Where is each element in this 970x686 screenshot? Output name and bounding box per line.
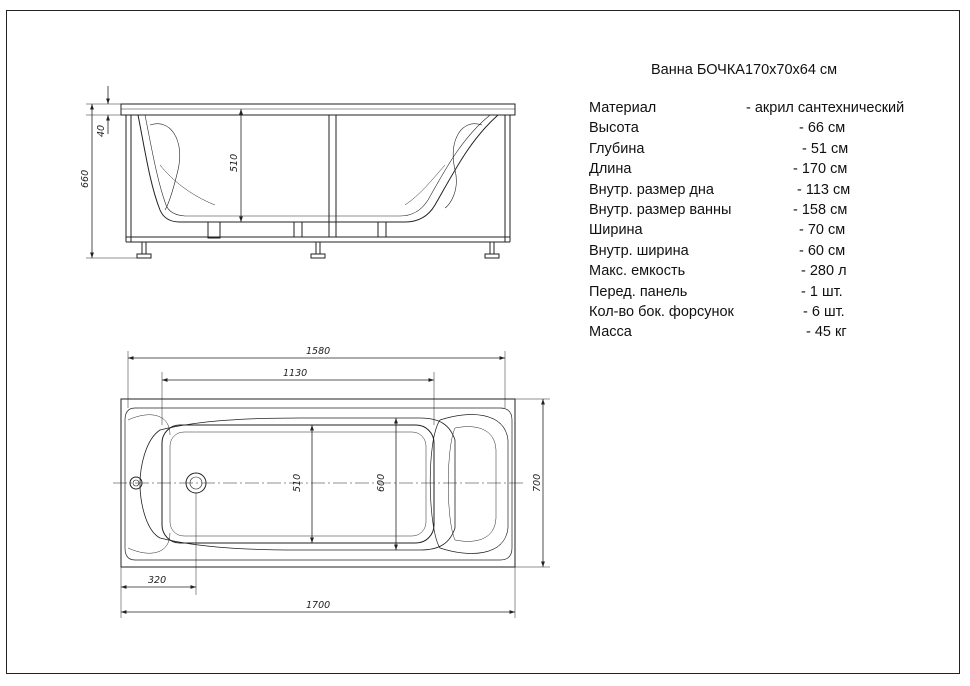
bathtub-rim <box>121 104 515 115</box>
spec-name: Глубина <box>589 140 645 157</box>
spec-value: - 158 см <box>793 201 848 218</box>
spec-value: - 280 л <box>801 263 847 280</box>
spec-value: - 45 кг <box>806 324 847 341</box>
drawing-title: Ванна БОЧКА170x70x64 см <box>651 62 838 78</box>
drain-pipe <box>208 222 220 238</box>
spec-value: - акрил сантехнический <box>746 100 905 116</box>
spec-value: - 113 см <box>797 181 851 198</box>
spec-name: Перед. панель <box>589 283 688 300</box>
dim-bottom-length: 1130 <box>283 368 308 379</box>
dim-total-height: 660 <box>80 169 91 188</box>
dim-inner-width: 600 <box>376 473 387 492</box>
dim-inner-length: 1580 <box>306 346 331 357</box>
spec-value: - 60 см <box>799 242 846 259</box>
spec-name: Внутр. размер ванны <box>589 201 732 218</box>
spec-name: Высота <box>589 120 639 137</box>
dim-drain-offset: 320 <box>148 575 167 586</box>
adjustable-legs <box>137 242 499 258</box>
spec-value: - 66 см <box>799 120 846 137</box>
top-view <box>113 351 550 618</box>
dim-bottom-width: 510 <box>292 473 303 492</box>
spec-value: - 70 см <box>799 222 846 239</box>
spec-name: Макс. емкость <box>589 263 686 280</box>
spec-value: - 170 см <box>793 161 848 178</box>
headrest <box>430 415 508 554</box>
side-view <box>86 86 515 258</box>
dim-total-width: 700 <box>532 473 543 492</box>
spec-name: Материал <box>589 100 657 116</box>
dim-total-length: 1700 <box>306 600 331 611</box>
spec-value: - 6 шт. <box>803 303 845 320</box>
spec-name: Длина <box>589 161 632 178</box>
spec-value: - 51 см <box>802 140 849 157</box>
spec-name: Масса <box>589 324 632 341</box>
spec-name: Внутр. ширина <box>589 242 689 259</box>
bathtub-body-outline <box>138 115 498 222</box>
dim-depth: 510 <box>229 153 240 172</box>
spec-value: - 1 шт. <box>801 283 843 300</box>
dim-rim-thickness: 40 <box>96 124 107 137</box>
spec-name: Ширина <box>589 222 643 239</box>
spec-name: Кол-во бок. форсунок <box>589 303 734 320</box>
support-frame <box>126 115 510 242</box>
spec-name: Внутр. размер дна <box>589 181 714 198</box>
